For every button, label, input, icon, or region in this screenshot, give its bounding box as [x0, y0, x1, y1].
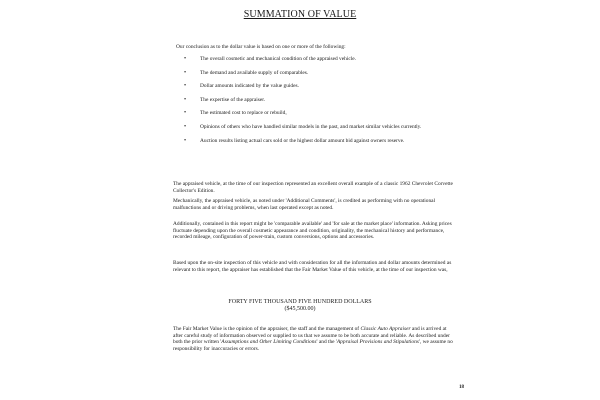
factor-list: [176, 56, 476, 144]
list-item: • Dollar amounts indicated by the value guides.: [176, 83, 476, 90]
paragraph-disclaimer: The Fair Market Value is the opinion of the appraiser, the staff and the management of Classic Auto Appraiser and is arrived at after careful study of information observed or supplied to us that we assume to be both accurate and reliable. As described under both the prior written 'Assumptions and Other Limiting Conditions' and the 'Appraisal Provisions and Stipulations', we assume no responsibility for inaccuracies or errors.: [173, 326, 453, 352]
page-number: 18: [459, 385, 464, 390]
paragraph-fair-market: Based upon the on-site inspection of this vehicle and with consideration for all the information and dollar amounts determined as relevant to this report, the appraiser has established that the Fair Market Value of this vehicle, at the time of our inspection was,: [173, 260, 452, 273]
list-item: • The expertise of the appraiser.: [176, 97, 476, 104]
intro-text: Our conclusion as to the dollar value is based on one or more of the following:: [176, 44, 346, 50]
page-title: SUMMATION OF VALUE: [243, 9, 357, 20]
paragraph-condition: The appraised vehicle, at the time of our inspection represented an excellent overall example of a classic 1962 Chevrolet Corvette Collector's Edition.: [173, 181, 453, 194]
list-item: • Opinions of others who have handled similar models in the past, and market similar vehicles currently.: [176, 124, 476, 131]
paragraph-additional: Additionally, contained in this report might be 'comparable available' and 'for sale at the market place' information. Asking prices fluctuate depending upon the overall cosmetic appearance and condition, originality, the mechanical history and performance, recorded mileage, configuration of power-train, custom conversions, options and accessories.: [173, 221, 452, 241]
list-item: • The estimated cost to replace or rebuild,: [176, 110, 476, 117]
paragraph-mechanical: Mechanically, the appraised vehicle, as noted under 'Additional Comments', is credited as performing with no operational malfunctions and or driving problems, when last operated except as noted.: [173, 198, 436, 211]
value-in-figures: ($45,500.00): [284, 306, 316, 312]
list-item: • Auction results listing actual cars sold or the highest dollar amount bid against owners reserve.: [176, 138, 476, 145]
list-item: • The demand and available supply of comparables.: [176, 70, 476, 77]
value-in-words: FORTY FIVE THOUSAND FIVE HUNDRED DOLLARS: [228, 299, 372, 305]
list-item: • The overall cosmetic and mechanical condition of the appraised vehicle.: [176, 56, 476, 63]
